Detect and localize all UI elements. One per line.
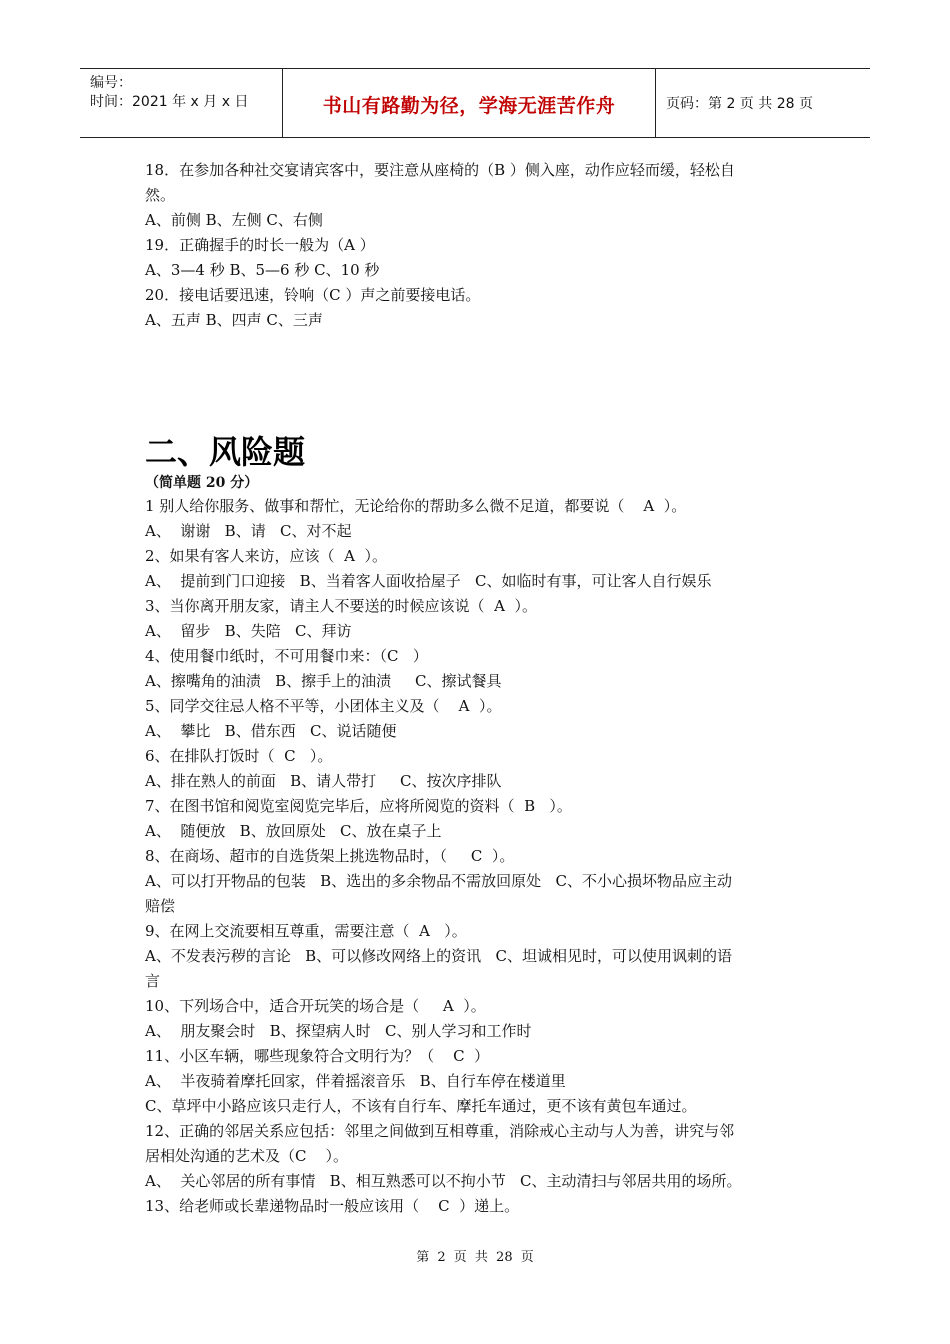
text-line: A、3—4 秒 B、5—6 秒 C、10 秒	[145, 261, 380, 279]
header-page-number: 页码：第 2 页 共 28 页	[666, 96, 813, 112]
text-line: A、排在熟人的前面 B、请人带打 C、按次序排队	[145, 772, 502, 790]
text-line: A、 关心邻居的所有事情 B、相互熟悉可以不拘小节 C、主动清扫与邻居共用的场所。	[145, 1172, 742, 1190]
question-block	[145, 494, 815, 1219]
text-line: A、 谢谢 B、请 C、对不起	[145, 522, 352, 540]
text-line: C、草坪中小路应该只走行人，不该有自行车、摩托车通过，更不该有黄包车通过。	[145, 1097, 697, 1115]
text-line: A、 攀比 B、借东西 C、说话随便	[145, 722, 397, 740]
text-line: A、前侧 B、左侧 C、右侧	[145, 211, 323, 229]
text-line: 居相处沟通的艺术及（C ）。	[145, 1147, 349, 1165]
text-line: 3、当你离开朋友家，请主人不要送的时候应该说（ A ）。	[145, 597, 537, 615]
text-line: 11、小区车辆，哪些现象符合文明行为？（ C ）	[145, 1047, 490, 1065]
text-line: 1 别人给你服务、做事和帮忙，无论给你的帮助多么微不足道，都要说（ A ）。	[145, 497, 687, 515]
text-line: 5、同学交往忌人格不平等，小团体主义及（ A ）。	[145, 697, 502, 715]
text-line: 18．在参加各种社交宴请宾客中，要注意从座椅的（B ）侧入座，动作应轻而缓，轻松自	[145, 161, 735, 179]
header-motto-cell	[283, 69, 656, 137]
document-body	[145, 158, 815, 1219]
text-line: A、五声 B、四声 C、三声	[145, 311, 323, 329]
text-line: 2、如果有客人来访，应该（ A ）。	[145, 547, 387, 565]
spacer	[145, 333, 815, 430]
text-line: A、擦嘴角的油渍 B、擦手上的油渍 C、擦试餐具	[145, 672, 502, 690]
section-subheading: （简单题 20 分）	[145, 475, 259, 491]
text-line: 4、使用餐巾纸时，不可用餐巾来：（C ）	[145, 647, 428, 665]
header-info-cell	[80, 69, 283, 137]
text-line: 9、在网上交流要相互尊重，需要注意（ A ）。	[145, 922, 467, 940]
text-line: A、 朋友聚会时 B、探望病人时 C、别人学习和工作时	[145, 1022, 532, 1040]
text-line: 8、在商场、超市的自选货架上挑选物品时，（ C ）。	[145, 847, 515, 865]
text-line: 6、在排队打饭时（ C ）。	[145, 747, 333, 765]
text-line: 12、正确的邻居关系应包括：邻里之间做到互相尊重，消除戒心主动与人为善，讲究与邻	[145, 1122, 735, 1140]
text-line: A、可以打开物品的包装 B、选出的多余物品不需放回原处 C、不小心损坏物品应主动	[145, 872, 732, 890]
text-line: 然。	[145, 186, 176, 204]
question-block-continued	[145, 158, 815, 333]
document-number-label: 编号：	[90, 75, 132, 91]
text-line: 10、下列场合中，适合开玩笑的场合是（ A ）。	[145, 997, 486, 1015]
text-line: 13、给老师或长辈递物品时一般应该用（ C ）递上。	[145, 1197, 520, 1215]
text-line: 言	[145, 972, 161, 990]
text-line: A、 提前到门口迎接 B、当着客人面收拾屋子 C、如临时有事，可让客人自行娱乐	[145, 572, 712, 590]
text-line: 19．正确握手的时长一般为（A ）	[145, 236, 375, 254]
page-header	[80, 68, 870, 138]
header-page-cell	[656, 69, 870, 137]
text-line: A、 留步 B、失陪 C、拜访	[145, 622, 352, 640]
text-line: 赔偿	[145, 897, 176, 915]
text-line: 20．接电话要迅速，铃响（C ）声之前要接电话。	[145, 286, 481, 304]
header-motto: 书山有路勤为径，学海无涯苦作舟	[322, 95, 616, 117]
document-date-label: 时间：2021 年 x 月 x 日	[90, 94, 249, 110]
page-footer: 第 2 页 共 28 页	[416, 1250, 534, 1265]
text-line: 7、在图书馆和阅览室阅览完毕后，应将所阅览的资料（ B ）。	[145, 797, 572, 815]
text-line: A、 随便放 B、放回原处 C、放在桌子上	[145, 822, 442, 840]
text-line: A、不发表污秽的言论 B、可以修改网络上的资讯 C、坦诚相见时，可以使用讽刺的语	[145, 947, 732, 965]
section-heading: 二、风险题	[145, 433, 306, 471]
text-line: A、 半夜骑着摩托回家，伴着摇滚音乐 B、自行车停在楼道里	[145, 1072, 566, 1090]
